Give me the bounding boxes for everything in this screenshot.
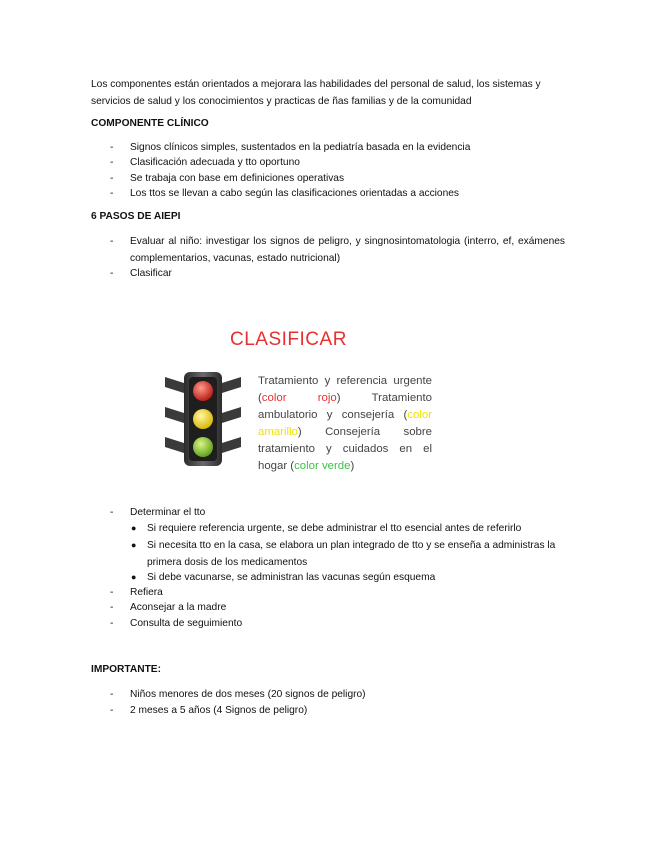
list-item xyxy=(110,615,565,632)
list-item xyxy=(110,686,565,703)
list-item-text: Signos clínicos simples, sustentados en la pediatría basada en la evidencia xyxy=(130,142,471,153)
list-item xyxy=(110,185,565,202)
heading-componente-clinico: COMPONENTE CLÍNICO xyxy=(91,118,209,129)
dash-marker: - xyxy=(110,268,114,279)
dash-marker: - xyxy=(110,173,114,184)
list-item-text: Los ttos se llevan a cabo según las clasificaciones orientadas a acciones xyxy=(130,188,460,199)
dash-marker: - xyxy=(110,705,114,716)
list-item-text: Aconsejar a la madre xyxy=(130,602,227,613)
legend-red-suffix: ) xyxy=(336,392,341,404)
bullet-marker: ● xyxy=(131,572,137,582)
list-item xyxy=(110,154,565,171)
dash-marker: - xyxy=(110,689,114,700)
heading-6-pasos: 6 PASOS DE AIEPI xyxy=(91,211,181,222)
clasificar-figure xyxy=(160,326,460,496)
list-item-text: Se trabaja con base em definiciones operativas xyxy=(130,173,345,184)
list-item-text: Consulta de seguimiento xyxy=(130,618,243,629)
bullet-item xyxy=(131,537,571,571)
dash-marker: - xyxy=(110,618,114,629)
list-item-text: Evaluar al niño: investigar los signos de peligro, y singnosintomatologia (interro, ef, exámenes complementarios, vacunas, estado nutricional) xyxy=(130,236,565,264)
list-item xyxy=(110,265,565,282)
dash-marker: - xyxy=(110,507,114,518)
list-item xyxy=(110,702,565,719)
dash-marker: - xyxy=(110,236,114,247)
legend-green-color: color verde xyxy=(294,460,351,472)
bullet-item xyxy=(131,520,571,537)
list-item xyxy=(110,504,565,521)
list-item xyxy=(110,233,565,267)
dash-marker: - xyxy=(110,188,114,199)
bullet-marker: ● xyxy=(131,540,137,550)
bullet-item-text: Si necesita tto en la casa, se elabora un plan integrado de tto y se enseña a administras la primera dosis de los medicamentos xyxy=(147,540,556,568)
list-item-text: 2 meses a 5 años (4 Signos de peligro) xyxy=(130,705,308,716)
heading-importante: IMPORTANTE: xyxy=(91,664,161,675)
intro-paragraph: Los componentes están orientados a mejorara las habilidades del personal de salud, los sistemas y servicios de salud y los conocimientos y practicas de ñas familias y de la comunidad xyxy=(91,79,541,107)
figure-title: CLASIFICAR xyxy=(230,329,347,350)
dash-marker: - xyxy=(110,157,114,168)
list-item-text: Niños menores de dos meses (20 signos de peligro) xyxy=(130,689,366,700)
dash-marker: - xyxy=(110,142,114,153)
legend-red-text: Tratamiento y referencia urgente ( xyxy=(258,375,432,404)
bullet-item-text: Si debe vacunarse, se administran las vacunas según esquema xyxy=(147,572,436,583)
bullet-item-text: Si requiere referencia urgente, se debe administrar el tto esencial antes de referirlo xyxy=(147,523,522,534)
dash-marker: - xyxy=(110,602,114,613)
legend-green-text: Consejería sobre tratamiento y cuidados en el hogar ( xyxy=(258,426,433,472)
legend-yellow-suffix: ) xyxy=(297,426,302,438)
dash-marker: - xyxy=(110,587,114,598)
legend-yellow-text: Tratamiento ambulatorio y consejería ( xyxy=(258,392,432,421)
list-item-text: Clasificación adecuada y tto oportuno xyxy=(130,157,300,168)
figure-legend xyxy=(258,373,432,475)
traffic-light-icon xyxy=(162,369,244,469)
list-item-text: Clasificar xyxy=(130,268,172,279)
list-item-text: Determinar el tto xyxy=(130,507,206,518)
legend-green-suffix: ) xyxy=(350,460,355,472)
list-item-text: Refiera xyxy=(130,587,163,598)
legend-red-color: color rojo xyxy=(261,392,337,404)
legend-yellow-color: color amarillo xyxy=(258,409,432,438)
bullet-marker: ● xyxy=(131,523,137,533)
list-item xyxy=(110,599,565,616)
